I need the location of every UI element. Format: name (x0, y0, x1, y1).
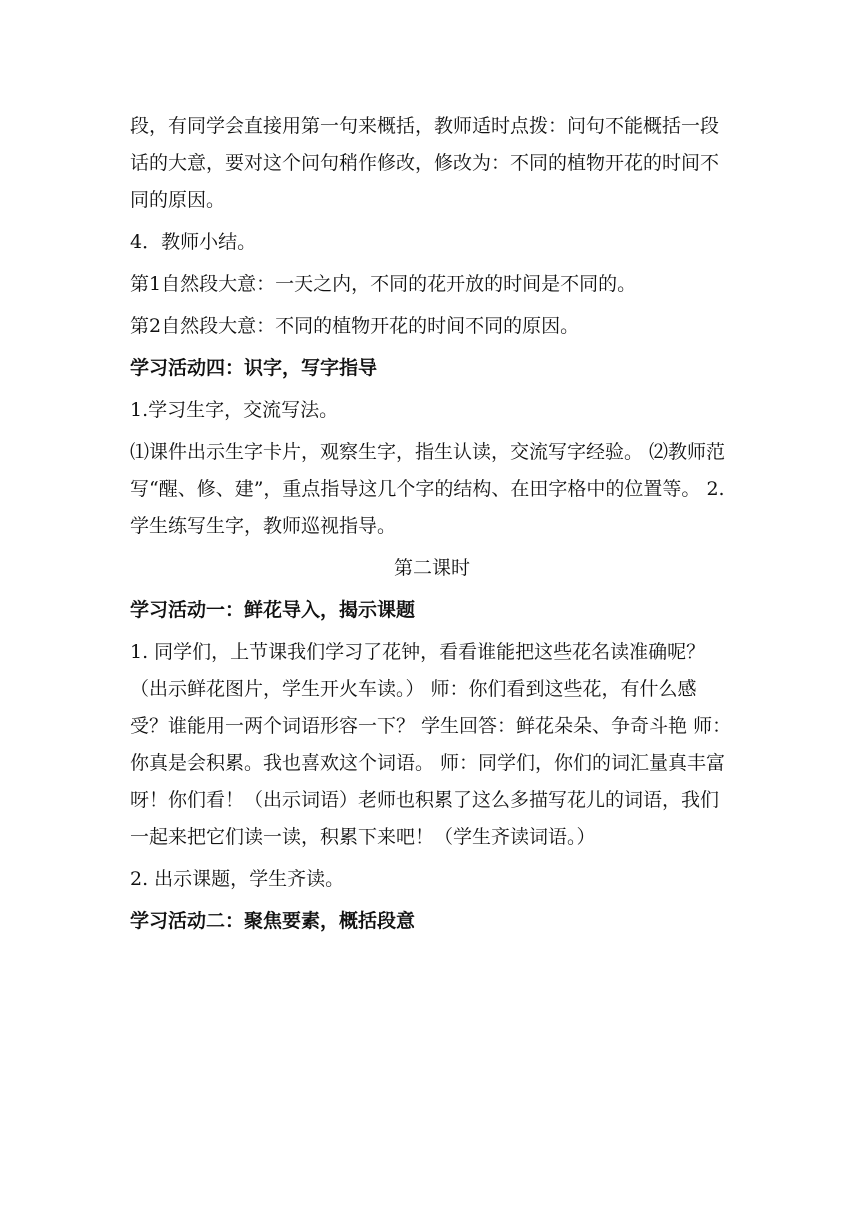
paragraph-learn-characters: 1.学习生字，交流写法。 (130, 399, 339, 421)
paragraph-continuation: 段，有同学会直接用第一句来概括，教师适时点拨：问句不能概括一段话的大意，要对这个问句稍作修改，修改为：不同的植物开花的时间不同的原因。 (130, 115, 720, 211)
heading-activity-one: 学习活动一：鲜花导入，揭示课题 (130, 599, 416, 621)
paragraph-character-cards: ⑴课件出示生字卡片，观察生字，指生认读，交流写字经验。 ⑵教师范写“醒、修、建”，重点指导这几个字的结构、在田字格中的位置等。 2.学生练写生字，教师巡视指导。 (130, 441, 726, 537)
paragraph-section2-meaning: 第2自然段大意：不同的植物开花的时间不同的原因。 (130, 315, 580, 337)
heading-activity-two: 学习活动二：聚焦要素，概括段意 (130, 910, 416, 932)
document-body (130, 108, 734, 945)
paragraph-teacher-summary: 4．教师小结。 (130, 231, 257, 253)
paragraph-show-title: 2. 出示课题，学生齐读。 (130, 868, 345, 890)
section-title-second-lesson: 第二课时 (393, 557, 470, 579)
paragraph-section1-meaning: 第1自然段大意：一天之内，不同的花开放的时间是不同的。 (130, 273, 637, 295)
heading-activity-four: 学习活动四：识字，写字指导 (130, 357, 378, 379)
paragraph-flower-intro: 1. 同学们，上节课我们学习了花钟，看看谁能把这些花名读准确呢？（出示鲜花图片，学生开火车读。） 师：你们看到这些花，有什么感受？谁能用一两个词语形容一下？ 学生回答：鲜花朵朵、争奇斗艳 师：你真是会积累。我也喜欢这个词语。 师：同学们，你们的词汇量真丰富呀！你们看！（出示词语）老师也积累了这么多描写花儿的词语，我们一起来把它们读一读，积累下来吧！（学生齐读词语。） (130, 641, 732, 848)
